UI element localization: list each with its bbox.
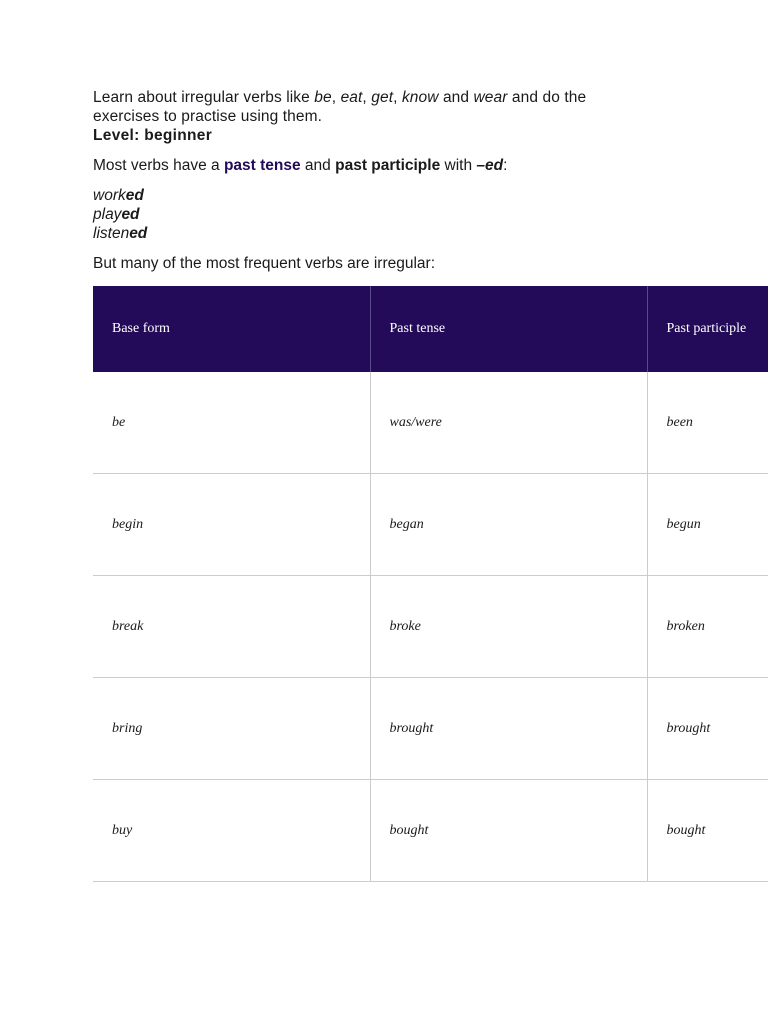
- verb-example-know: know: [401, 89, 439, 106]
- ed-ending: –ed: [476, 157, 504, 174]
- cell-past-participle: begun: [647, 474, 768, 576]
- cell-past-participle: broken: [647, 576, 768, 678]
- cell-base-form: be: [93, 372, 370, 474]
- rule-colon: :: [503, 157, 508, 174]
- verb-example-wear: wear: [473, 89, 508, 106]
- example-played: [93, 205, 768, 224]
- table-row: [93, 678, 768, 780]
- rule-text-with: with: [440, 157, 477, 174]
- conjunction: and: [300, 157, 336, 174]
- header-past-participle: Past participle: [647, 286, 768, 372]
- separator: ,: [331, 89, 341, 106]
- cell-past-tense: broke: [370, 576, 647, 678]
- table-row: [93, 576, 768, 678]
- level-label: Level: beginner: [93, 127, 213, 144]
- intro-suffix: and do the exercises to practise using them.: [93, 89, 587, 125]
- example-stem: play: [93, 206, 122, 223]
- table-row: [93, 474, 768, 576]
- table-row: [93, 372, 768, 474]
- cell-base-form: buy: [93, 780, 370, 882]
- cell-past-tense: bought: [370, 780, 647, 882]
- cell-base-form: break: [93, 576, 370, 678]
- verb-example-eat: eat: [340, 89, 363, 106]
- verb-example-be: be: [314, 89, 332, 106]
- irregular-note: But many of the most frequent verbs are irregular:: [93, 255, 436, 272]
- header-past-tense: Past tense: [370, 286, 647, 372]
- example-ending: ed: [129, 225, 148, 242]
- separator: ,: [362, 89, 372, 106]
- example-ending: ed: [125, 187, 144, 204]
- past-tense-link[interactable]: past tense: [223, 157, 301, 174]
- intro-text: Learn about irregular verbs like: [93, 89, 315, 106]
- intro-paragraph: [93, 88, 653, 126]
- example-stem: listen: [93, 225, 130, 242]
- cell-past-tense: brought: [370, 678, 647, 780]
- example-worked: [93, 186, 768, 205]
- cell-past-participle: bought: [647, 780, 768, 882]
- cell-past-tense: began: [370, 474, 647, 576]
- example-listened: [93, 224, 768, 243]
- table-header-row: [93, 286, 768, 372]
- cell-past-participle: been: [647, 372, 768, 474]
- example-ending: ed: [121, 206, 140, 223]
- rule-paragraph: [93, 156, 768, 175]
- separator: ,: [393, 89, 402, 106]
- cell-past-participle: brought: [647, 678, 768, 780]
- cell-past-tense: was/were: [370, 372, 647, 474]
- irregular-verbs-table: [93, 286, 768, 882]
- cell-base-form: begin: [93, 474, 370, 576]
- regular-verb-examples: [93, 186, 768, 243]
- table-row: [93, 780, 768, 882]
- header-base-form: Base form: [93, 286, 370, 372]
- rule-text: Most verbs have a: [93, 157, 224, 174]
- conjunction: and: [438, 89, 474, 106]
- cell-base-form: bring: [93, 678, 370, 780]
- past-participle-term: past participle: [335, 157, 441, 174]
- verb-example-get: get: [371, 89, 394, 106]
- example-stem: work: [93, 187, 126, 204]
- page-content: [93, 88, 768, 882]
